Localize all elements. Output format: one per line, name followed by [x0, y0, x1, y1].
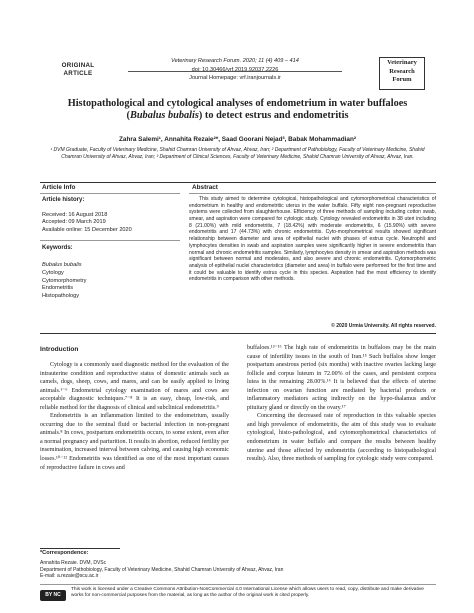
paragraph: Endometritis is an inflammation limited to the endometrium, usually occurring due to the seminal fluid or bacterial infection in non-pregnant animals.⁸ In cows, postpartum endometritis occurs, to some extent, even after a normal pregnancy and parturition. It results in abortion, reduced fertility per insemination, increased interval between calving, and causing high economic losses.¹⁰⁻¹² Endometritis was identified as one of the most important causes of reproductive failure in cows and: [40, 413, 229, 471]
paragraph: Concerning the decreased rate of reproduction in this valuable species and high prevalence of endometritis, the aim of this study was to evaluate cytological, histo-pathological, and cytomorphometrical characteristics of endometrium in water buffalo and compare the results between healthy uterine and those affected by endometritis (according to histopathological results). Also, three methods of sampling for cytologic study were compared.: [247, 413, 436, 463]
doi[interactable]: doi: 10.30466/vrf.2019.92037.2226: [191, 67, 279, 73]
copyright-notice: © 2020 Urmia University. All rights reserved.: [331, 323, 436, 329]
abstract-heading: Abstract: [192, 184, 218, 191]
keywords-rule: [40, 240, 180, 241]
paragraph: buffaloes.¹³⁻¹⁶ The high rate of endometritis in buffaloes may be the main cause of infertility issues in the south of Iran.¹⁵ Such buffalos show longer postpartum anestrous period (six months) with inactive ovaries lacking large follicle and corpus luteum in 72.00% of the cases, and persistent corpora lutea in the remaining 28.00%.¹⁶ It is believed that the effects of uterine infection on ovarian function are mediated by bacterial products or inflammatory mediators acting indirectly on the hypo-thalamus and/or pituitary gland or directly on the ovary.¹⁷: [247, 345, 436, 411]
section-bottom-rule: [40, 333, 436, 334]
accepted-date: Accepted: 09 March 2019: [42, 219, 106, 226]
body-left-column: [40, 361, 229, 472]
keyword-list: [42, 262, 86, 301]
journal-homepage[interactable]: Journal Homepage: vrf.iranjournals.ir: [189, 75, 281, 81]
paragraph: Cytology is a commonly used diagnostic method for the evaluation of the intrauterine condition and reproductive status of domestic animals such as camels, dogs, sheep, cows, and mares, and can be easily applied to living animals.¹⁻⁶ Endometrial cytology examination of mares and cows are acceptable diagnostic techniques.⁷⁻⁸ It is an easy, cheap, low-risk, and reliable method for the diagnosis of clinical and subclinical endometritis.⁹: [40, 362, 229, 411]
correspondence-heading: *Correspondence:: [40, 550, 89, 556]
author-list: Zahra Salemi¹, Annahita Rezaie²*, Saad Goorani Nejad³, Babak Mohammadian²: [119, 136, 356, 143]
corresponding-email[interactable]: E-mail: a.rezaie@scu.ac.ir: [40, 573, 99, 580]
received-date: Received: 16 August 2018: [42, 212, 108, 218]
license-rule: [40, 584, 436, 585]
keyword: Histopathology: [42, 293, 80, 300]
article-info-heading: Article Info: [42, 184, 76, 191]
journal-logo: Veterinary Research Forum: [379, 57, 425, 90]
keyword: Endometritis: [42, 285, 74, 292]
history-heading: Article history:: [42, 197, 85, 203]
keyword: Bubalus bubalis: [42, 262, 82, 268]
introduction-heading: Introduction: [40, 346, 79, 353]
keyword: Cytomorphometry: [42, 277, 87, 284]
paper-title: Histopathological and cytological analyses of endometrium in water buffaloes (Bubalus bubalis) to detect estrus and endometritis: [67, 98, 408, 121]
article-history: [42, 212, 132, 234]
online-date: Available online: 15 December 2020: [42, 226, 132, 233]
corresponding-author: Annahita Rezaie. DVM, DVSc: [40, 560, 107, 566]
abstract-rule: [189, 193, 436, 194]
correspondence-details: [40, 560, 436, 580]
license-text: This work is licensed under a Creative Commons Attribution-NonCommercial 4.0 International License which allows users to read, copy, distribute and make derivative works for non-commercial purposes from the material, as long as the author of the original work is cited properly.: [71, 587, 424, 599]
abstract-text: This study aimed to determine cytological, histopathological and cytomorphometrical characteristics of endometrium in healthy and endometritic uterus in the water buffalo. Fifty eight non-pregnant reproductive systems were collected from slaughterhouse. Efficiency of three methods of sampling including cotton swab, smear, and aspiration were compared for cytologic study. Cytology revealed endometritis in 38 uteri including 8 (21.00%) with mild endometritis, 7 (18.42%) with moderate endometritis, 6 (15.90%) with severe endometritis and 17 (44.73%) with chronic endometritis. Cyto-morphometrical results showed significant relationship between diameter and area of epithelial nuclei with phases of estrus cycle. Neutrophil and lymphocytes densities in swab and aspiration samples were significantly higher in severe endometritis than normal and chronic endometritis samples. Similarly, lymphocytes density in smear and aspiration methods was significant between normal and moderates, and also severe and chronic endometritis. Cytomorphometric analysis of epithelial nuclei characteristics (diameter and area) in buffalo were performed for the first time and it could be valuable to identify estrus cycle in this species. Aspiration had the most efficiency to identify endometritis in comparison with other methods.: [189, 196, 436, 283]
body-right-column: [247, 344, 436, 464]
keywords-heading: Keywords:: [42, 245, 73, 251]
affiliations: ¹ DVM Graduate, Faculty of Veterinary Medicine, Shahid Chamran University of Ahvaz, Ahvaz, Iran; ² Department of Pathobiology, Faculty of Veterinary Medicine, Shahid Chamran University of Ahvaz, Ahvaz, Iran; ³ Department of Clinical Sciences, Faculty of Veterinary Medicine, Shahid Chamran University of Ahvaz, Ahvaz, Iran.: [50, 147, 425, 160]
corresponding-address: Department of Pathobiology, Faculty of Veterinary Medicine, Shahid Chamran University of Ahvaz, Ahvaz, Iran: [40, 566, 284, 573]
journal-info: [130, 57, 340, 75]
journal-citation: Veterinary Research Forum. 2020; 11 (4) 409 – 414: [171, 58, 299, 64]
article-type-label: ORIGINAL ARTICLE: [61, 62, 95, 77]
section-top-rule: [40, 182, 436, 183]
creative-commons-badge: BY NC: [40, 590, 66, 601]
footnote-rule: [40, 548, 120, 549]
info-rule: [40, 193, 180, 194]
keyword: Cytology: [42, 269, 64, 276]
header-rule: [128, 71, 342, 72]
